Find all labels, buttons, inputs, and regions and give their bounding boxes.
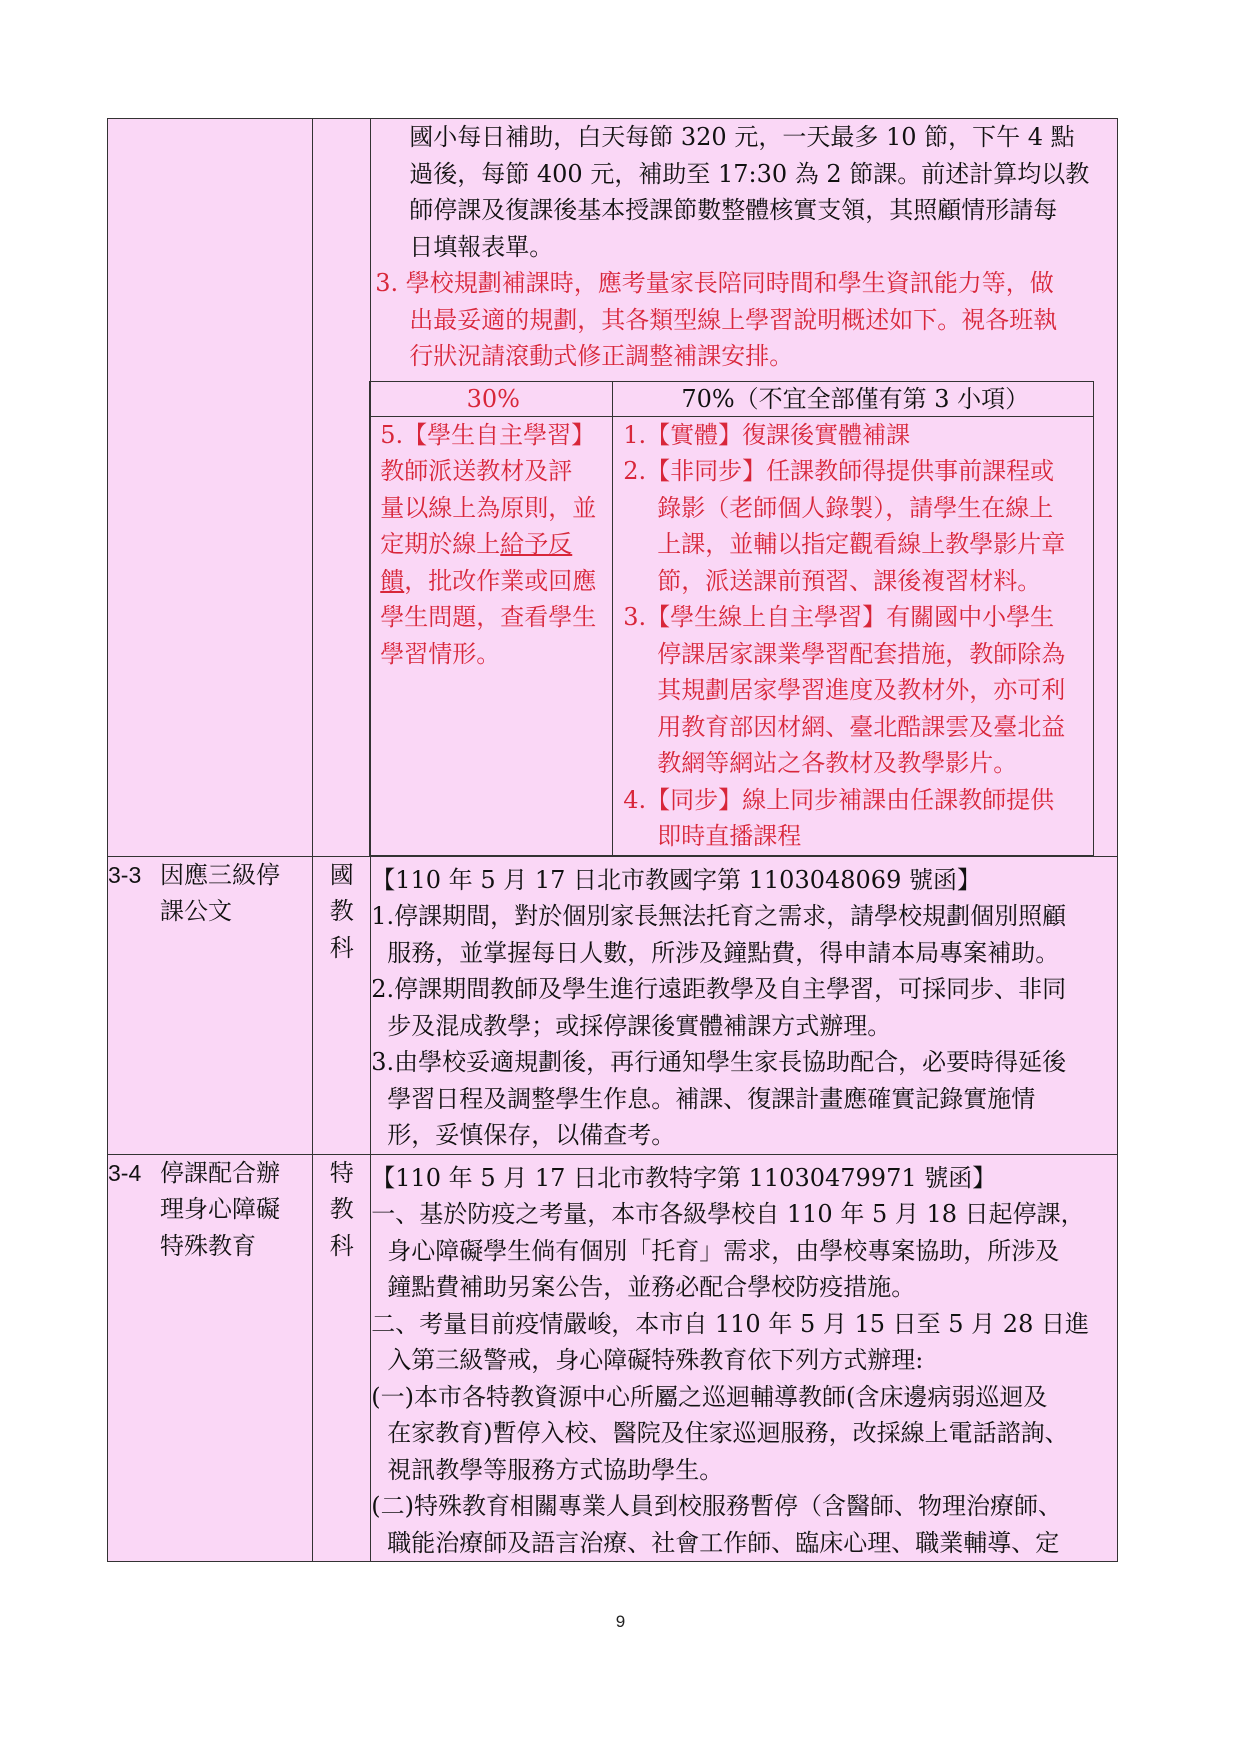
list-item-line: 形，妥慎保存，以備查考。 (387, 1121, 676, 1149)
item-3-line: 出最妥適的規劃，其各類型線上學習說明概述如下。視各班執 (409, 305, 1058, 334)
content-cell (371, 119, 1118, 857)
list-item-line: 節，派送課前預習、課後複習材料。 (657, 566, 1042, 595)
unit-char: 特 (329, 1158, 354, 1187)
cell-line: 5.【學生自主學習】 (380, 420, 596, 449)
list-item-line: 學習日程及調整學生作息。補課、復課計畫應確實記錄實施情 (387, 1084, 1036, 1113)
content-cell (371, 856, 1118, 1154)
list-item: (二)特殊教育相關專業人員到校服務暫停（含醫師、物理治療師、 (371, 1492, 1062, 1520)
cell-line: 學生問題，查看學生 (380, 603, 597, 631)
list-item-line: 用教育部因材網、臺北酷課雲及臺北益 (657, 712, 1066, 741)
course-types-cell (613, 416, 1094, 855)
learning-type-table (369, 381, 1094, 856)
header-70-percent: 70%（不宜全部僅有第 3 小項） (613, 381, 1094, 416)
table-row-3-4 (108, 1154, 1118, 1562)
text-segment: 定期於線上 (380, 530, 501, 558)
section-title-text: 因應三級停 (160, 860, 280, 889)
table-row-3-3 (108, 856, 1118, 1154)
cell-line: 教師派送教材及評 (380, 457, 573, 485)
list-item-line: 服務，並掌握每日人數，所涉及鐘點費，得申請本局專案補助。 (387, 938, 1060, 967)
content-line: 師停課及復課後基本授課節數整體核實支領，其照顧情形請每 (409, 196, 1058, 224)
list-item: 2.【非同步】任課教師得提供事前課程或 (623, 457, 1055, 485)
list-item: 2.停課期間教師及學生進行遠距教學及自主學習，可採同步、非同 (371, 975, 1067, 1003)
list-item-line: 停課居家課業學習配套措施，教師除為 (657, 639, 1066, 668)
self-learning-cell (370, 416, 613, 855)
cell-line (380, 526, 606, 563)
list-item: 3.由學校妥適規劃後，再行通知學生家長協助配合，必要時得延後 (371, 1048, 1067, 1076)
list-item: 1.【實體】復課後實體補課 (623, 420, 911, 449)
list-item-line: 視訊教學等服務方式協助學生。 (387, 1455, 724, 1484)
section-title-text: 特殊教育 (160, 1231, 256, 1260)
list-item-line: 上課，並輔以指定觀看線上教學影片章 (657, 530, 1066, 558)
item-3-line: 3. 學校規劃補課時，應考量家長陪同時間和學生資訊能力等，做 (375, 269, 1054, 297)
content-line: 國小每日補助，白天每節 320 元，一天最多 10 節，下午 4 點 (409, 123, 1075, 151)
item-3-line: 行狀況請滾動式修正調整補課安排。 (409, 342, 794, 370)
section-title-cell (108, 856, 313, 1154)
list-item: 二、考量目前疫情嚴峻，本市自 110 年 5 月 15 日至 5 月 28 日進 (371, 1309, 1089, 1338)
section-title-text: 課公文 (160, 897, 232, 925)
list-item-line: 入第三級警戒，身心障礙特殊教育依下列方式辦理: (387, 1346, 924, 1374)
section-number: 3-4 (108, 1159, 142, 1186)
section-title-text: 停課配合辦 (160, 1158, 280, 1187)
section-title-cell (108, 1154, 313, 1562)
header-30-percent: 30% (370, 381, 613, 416)
section-number: 3-3 (108, 861, 142, 888)
list-item-line: 錄影（老師個人錄製），請學生在線上 (657, 493, 1054, 522)
unit-char: 教 (329, 897, 354, 925)
list-item: 一、基於防疫之考量，本市各級學校自 110 年 5 月 18 日起停課， (371, 1200, 1085, 1228)
list-item-line: 在家教育)暫停入校、醫院及住家巡迴服務，改採線上電話諮詢、 (387, 1419, 1069, 1447)
inner-table-body (370, 416, 1094, 855)
unit-char: 國 (329, 860, 354, 889)
table-row-continuation (108, 119, 1118, 857)
list-item: 3.【學生線上自主學習】有關國中小學生 (623, 603, 1055, 631)
text-segment: ，批改作業或回應 (404, 566, 597, 595)
document-table (107, 118, 1118, 1562)
list-item: 1.停課期間，對於個別家長無法托育之需求，請學校規劃個別照顧 (371, 902, 1067, 930)
section-title-text: 理身心障礙 (160, 1195, 280, 1223)
list-item-line: 步及混成教學；或採停課後實體補課方式辦理。 (387, 1011, 892, 1040)
underlined-text: 給予反 (500, 530, 573, 558)
list-item-line: 身心障礙學生倘有個別「托育」需求，由學校專案協助，所涉及 (387, 1236, 1060, 1265)
section-title-cell (108, 119, 313, 857)
unit-cell (313, 856, 371, 1154)
list-item-line: 鐘點費補助另案公告，並務必配合學校防疫措施。 (387, 1273, 916, 1301)
list-item-line: 職能治療師及語言治療、社會工作師、臨床心理、職業輔導、定 (387, 1528, 1060, 1557)
cell-line: 學習情形。 (380, 639, 501, 668)
document-reference: 【110 年 5 月 17 日北市教特字第 11030479971 號函】 (371, 1163, 997, 1192)
unit-cell (313, 1154, 371, 1562)
unit-char: 教 (329, 1195, 354, 1223)
section-title (108, 1155, 312, 1192)
unit-cell (313, 119, 371, 857)
unit-char: 科 (329, 933, 354, 962)
page-number: 9 (615, 1612, 626, 1631)
list-item-line: 教網等網站之各教材及教學影片。 (657, 749, 1018, 777)
section-title (108, 857, 312, 894)
cell-line: 量以線上為原則，並 (380, 493, 597, 522)
list-item: 4.【同步】線上同步補課由任課教師提供 (623, 785, 1055, 814)
inner-table-header (370, 381, 1094, 416)
content-cell (371, 1154, 1118, 1562)
list-item-line: 即時直播課程 (657, 822, 802, 850)
content-line: 日填報表單。 (409, 232, 554, 261)
list-item-line: 其規劃居家學習進度及教材外，亦可利 (657, 676, 1066, 704)
underlined-text: 饋 (380, 566, 405, 595)
unit-char: 科 (329, 1231, 354, 1260)
document-reference: 【110 年 5 月 17 日北市教國字第 1103048069 號函】 (371, 865, 981, 894)
list-item: (一)本市各特教資源中心所屬之巡迴輔導教師(含床邊病弱巡迴及 (371, 1382, 1048, 1411)
content-line: 過後，每節 400 元，補助至 17:30 為 2 節課。前述計算均以教 (409, 159, 1090, 188)
cell-line (380, 563, 606, 600)
